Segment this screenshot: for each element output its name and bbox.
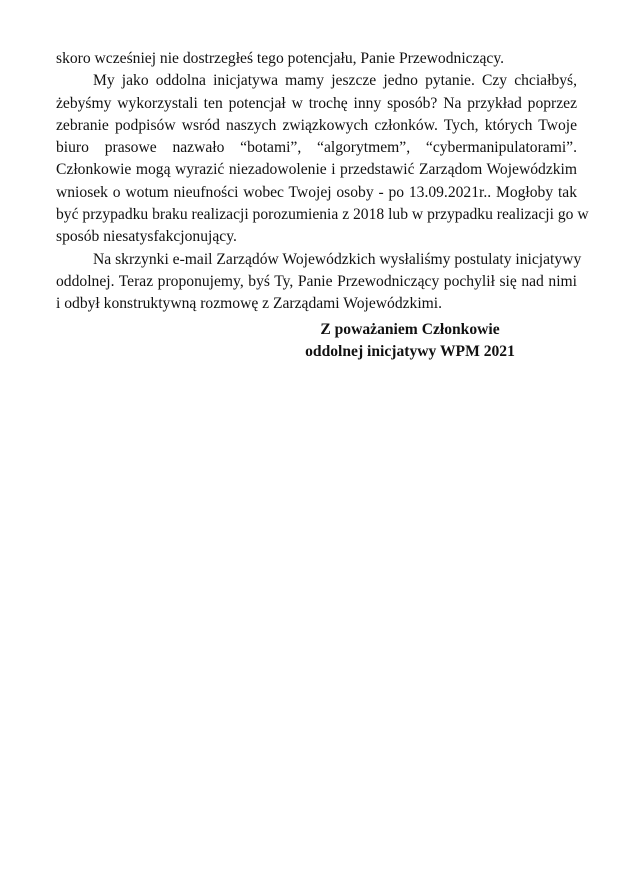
text-line: i odbył konstruktywną rozmowę z Zarządami Wojewódzkimi. [56, 295, 443, 313]
text-line: zebranie podpisów wsród naszych związkowych członków. Tych, których Twoje [56, 116, 577, 134]
signature-block [280, 319, 540, 363]
text-line: żebyśmy wykorzystali ten potencjał w trochę inny sposób? Na przykład poprzez [56, 94, 577, 112]
text-line: Członkowie mogą wyrazić niezadowolenie i przedstawić Zarządom Wojewódzkim [56, 161, 577, 179]
text-line: być przypadku braku realizacji porozumienia z 2018 lub w przypadku realizacji go w [56, 206, 589, 224]
paragraph-3 [56, 249, 582, 316]
text-line: skoro wcześniej nie dostrzegłeś tego potencjału, Panie Przewodniczący. [56, 50, 505, 67]
text-line: oddolnej. Teraz proponujemy, byś Ty, Panie Przewodniczący pochylił się nad nimi [56, 272, 577, 290]
paragraph-1 [56, 48, 577, 70]
text-line: My jako oddolna inicjatywa mamy jeszcze jedno pytanie. Czy chciałbyś, [93, 72, 577, 90]
text-line: Na skrzynki e-mail Zarządów Wojewódzkich wysłaliśmy postulaty inicjatywy [93, 250, 582, 268]
document-body [56, 48, 589, 316]
text-line: biuro prasowe nazwało “botami”, “algorytmem”, “cybermanipulatorami”. [56, 139, 577, 157]
text-line: wniosek o wotum nieufności wobec Twojej osoby - po 13.09.2021r.. Mogłoby tak [56, 183, 577, 201]
signature-line-2: oddolnej inicjatywy WPM 2021 [305, 343, 515, 360]
signature-line-1: Z poważaniem Członkowie [320, 321, 500, 338]
text-line: sposób niesatysfakcjonujący. [56, 228, 237, 246]
paragraph-2 [56, 70, 589, 248]
